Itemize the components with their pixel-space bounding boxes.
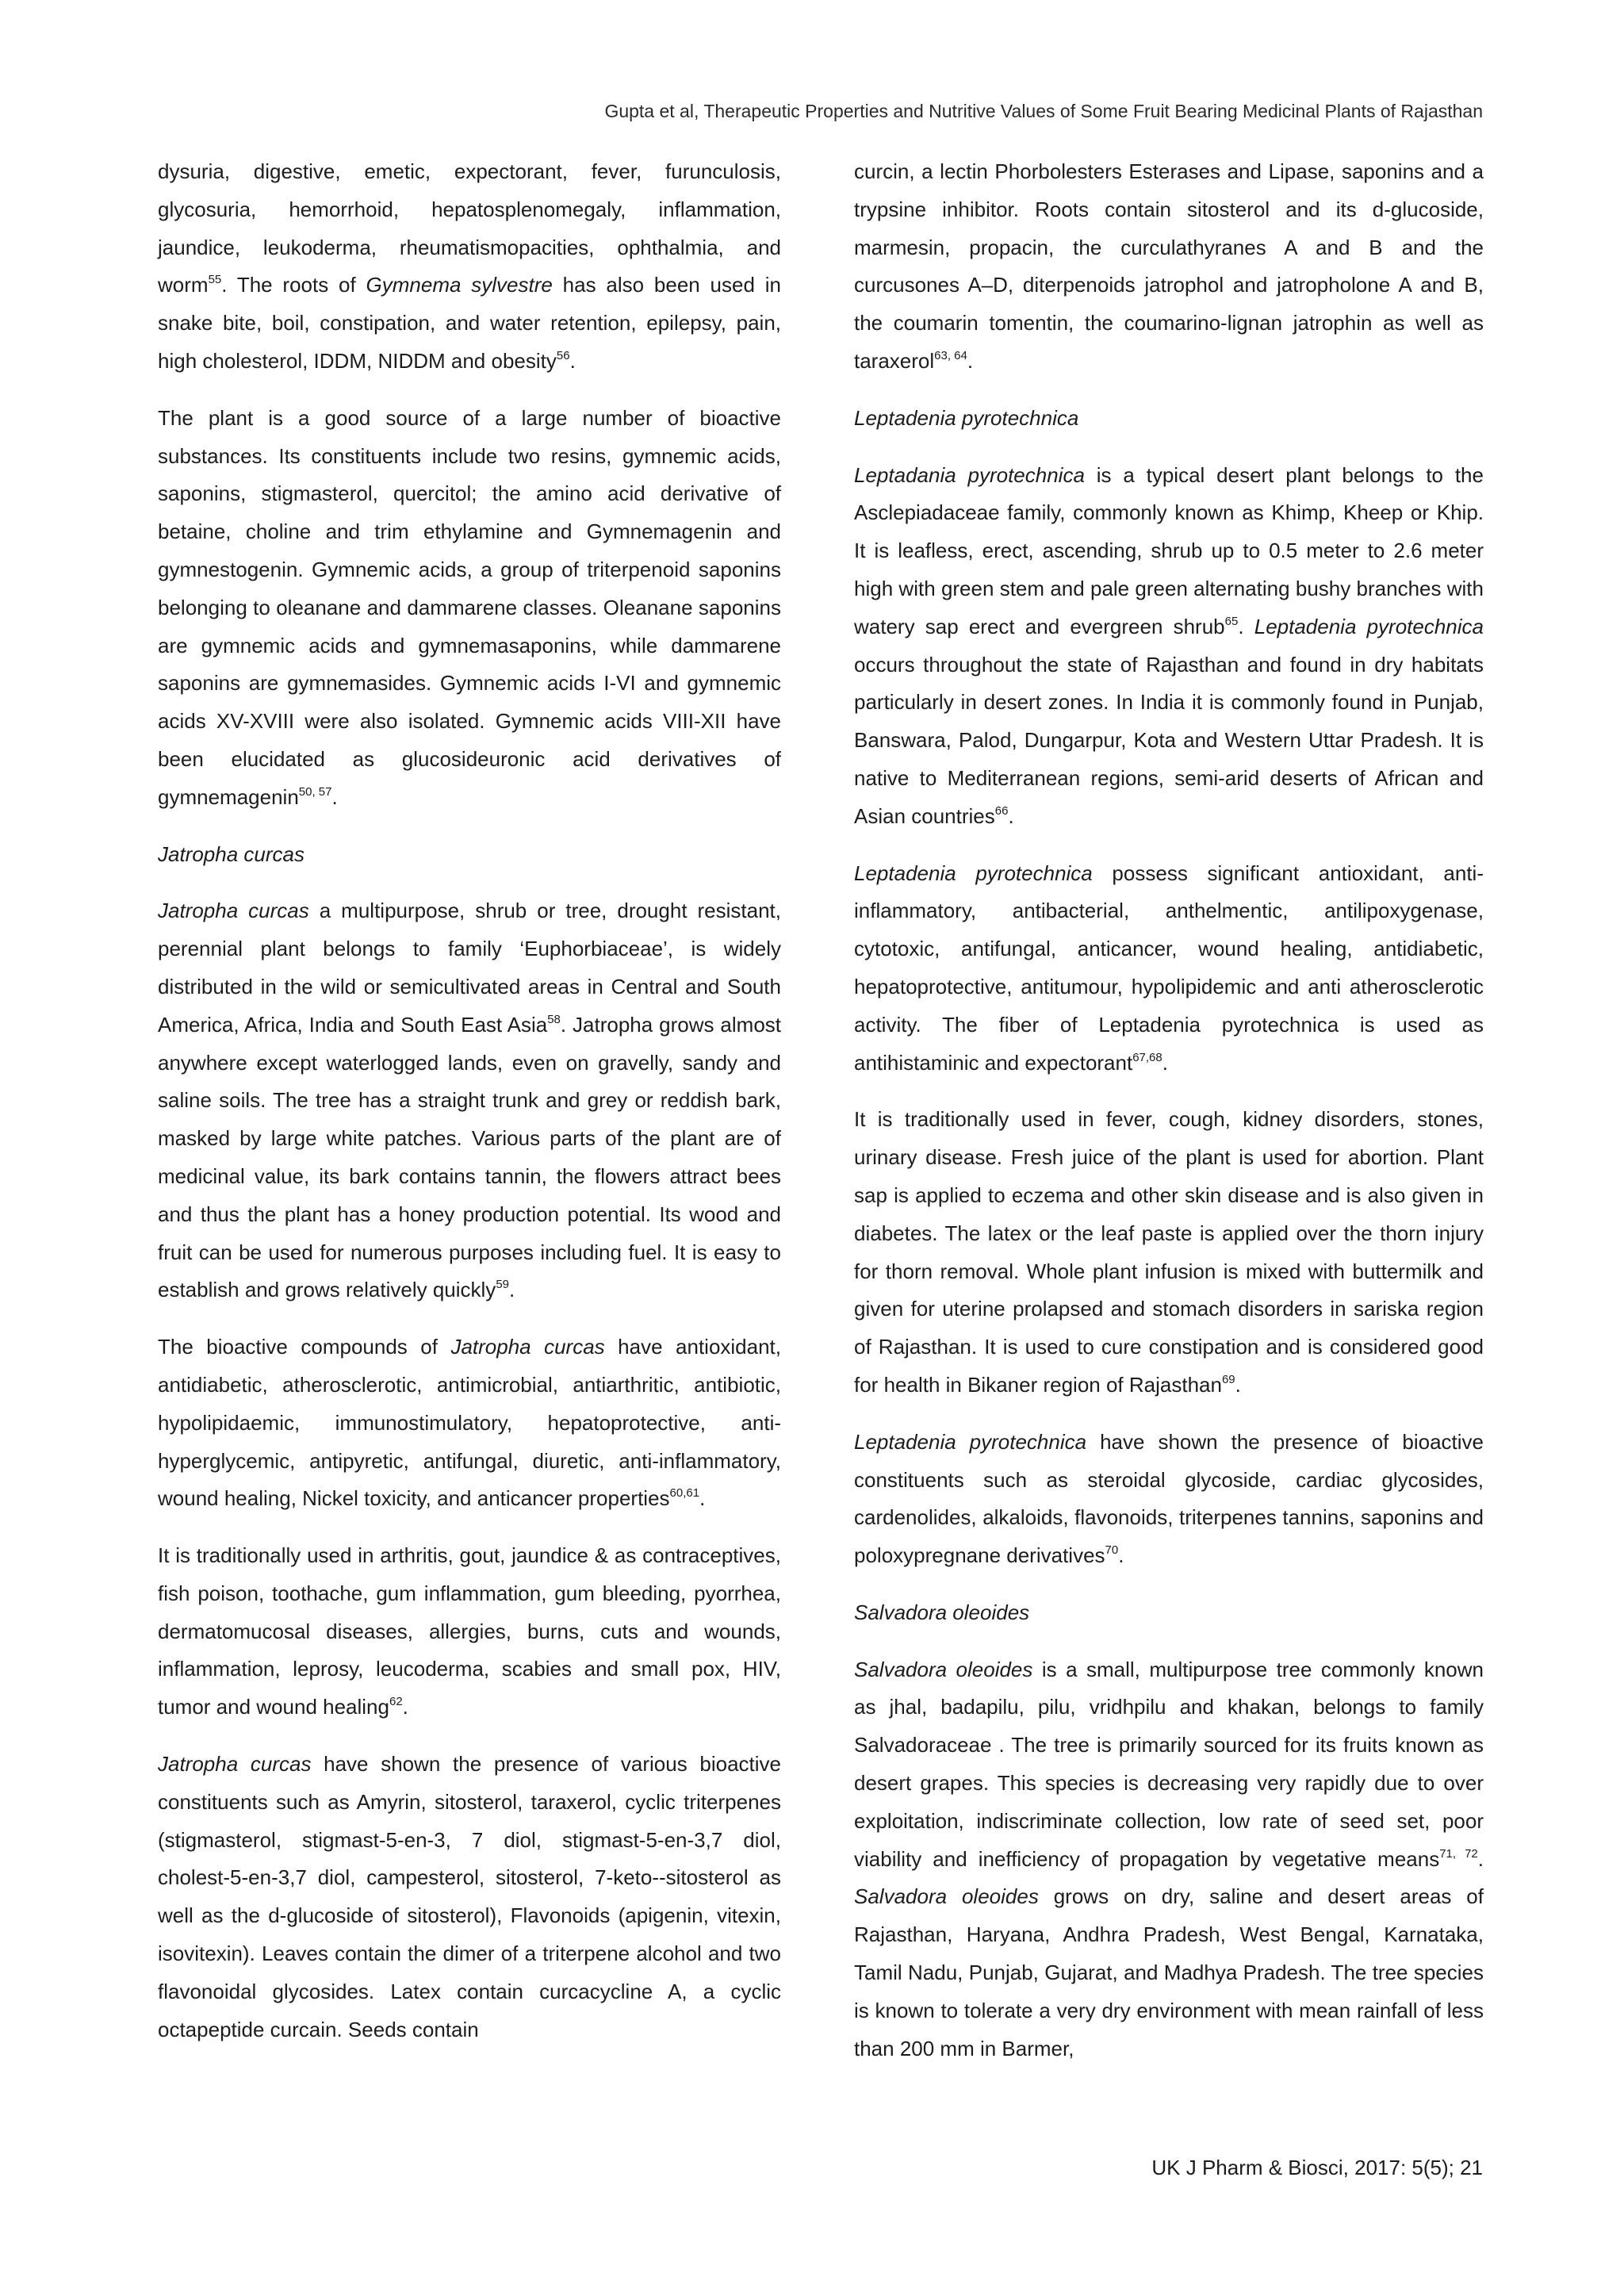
paragraph-leptadenia-activity [854, 855, 1484, 1083]
species-name: Jatropha curcas [158, 899, 309, 923]
text-run: curcin, a lectin Phorbolesters Esterases and Lipase, saponins and a trypsine inhibitor. Roots contain sitosterol and its d-glucoside, marmesin, propacin, the curculathyranes A and B and the curcusones A–D, diterpenoids jatrophol and jatropholone A and B, the coumarin tomentin, the coumarino-lignan jatrophin as well as taraxerol [854, 159, 1484, 373]
citation-ref: 62 [389, 1695, 403, 1709]
text-run: have shown the presence of bioactive constituents such as steroidal glycoside, cardiac glycosides, cardenolides, alkaloids, flavonoids, triterpenes tannins, saponins and poloxypregnane derivatives [854, 1429, 1484, 1568]
text-run: is a typical desert plant belongs to the Asclepiadaceae family, commonly known as Khimp, Kheep or Khip. It is leafless, erect, ascending, shrub up to 0.5 meter to 2.6 meter high with green stem and pale green alternating bushy branches with watery sap erect and evergreen shrub [854, 462, 1484, 638]
citation-ref: 69 [1221, 1372, 1235, 1386]
citation-ref: 50, 57 [298, 784, 332, 799]
text-run: . [1477, 1846, 1484, 1871]
citation-ref: 70 [1105, 1543, 1119, 1558]
species-name: Jatropha curcas [158, 1752, 312, 1777]
species-name: Leptadania pyrotechnica [854, 462, 1085, 487]
text-run: It is traditionally used in arthritis, gout, jaundice & as contraceptives, fish poison, toothache, gum inflammation, gum bleeding, pyorrhea, dermatomucosal diseases, allergies, burns, cuts and wounds, inflammation, leprosy, leucoderma, scabies and small pox, HIV, tumor and wound healing [158, 1543, 781, 1719]
paragraph-leptadenia-bioactive [854, 1424, 1484, 1575]
text-run: . [1162, 1050, 1168, 1075]
text-run: The plant is a good source of a large number of bioactive substances. Its constituents include two resins, gymnemic acids, saponins, stigmasterol, quercitol; the amino acid derivative of betaine, choline and trim ethylamine and Gymnemagenin and gymnestogenin. Gymnemic acids, a group of triterpenoid saponins belonging to oleanane and dammarene classes. Oleanane saponins are gymnemic acids and gymnemasaponins, while dammarene saponins are gymnemasides. Gymnemic acids I-VI and gymnemic acids XV-XVIII were also isolated. Gymnemic acids VIII-XII have been elucidated as glucosideuronic acid derivatives of gymnemagenin [158, 405, 781, 809]
paragraph-gymnema-constituents [158, 400, 781, 817]
section-heading-salvadora: Salvadora oleoides [854, 1600, 1030, 1624]
species-name: Jatropha curcas [450, 1335, 605, 1359]
citation-ref: 66 [994, 803, 1009, 818]
paragraph-jatropha-constituents [158, 1746, 781, 2049]
left-column [158, 153, 781, 2068]
paragraph-jatropha-constituents-cont [854, 153, 1484, 381]
citation-ref: 67,68 [1132, 1050, 1162, 1064]
paragraph-jatropha-bioactive [158, 1328, 781, 1518]
text-run: . The roots of [221, 273, 366, 297]
text-run: occurs throughout the state of Rajasthan and found in dry habitats particularly in desert zones. In India it is commonly found in Punjab, Banswara, Palod, Dungarpur, Kota and Western Uttar Pradesh. It is native to Mediterranean regions, semi-arid deserts of African and Asian countries [854, 652, 1484, 828]
text-run: . [569, 348, 576, 373]
citation-ref: 63, 64 [934, 348, 967, 362]
text-run: . [509, 1278, 515, 1302]
text-run: . Jatropha grows almost anywhere except waterlogged lands, even on gravelly, sandy and saline soils. The tree has a straight trunk and grey or reddish bark, masked by large white patches. Various parts of the plant are of medicinal value, its bark contains tannin, the flowers attract bees and thus the plant has a honey production potential. Its wood and fruit can be used for numerous purposes including fuel. It is easy to establish and grows relatively quickly [158, 1012, 781, 1302]
paragraph-gymnema-uses [158, 153, 781, 381]
section-heading-leptadenia: Leptadenia pyrotechnica [854, 405, 1079, 430]
text-run: . [1238, 614, 1254, 638]
page-footer-citation: UK J Pharm & Biosci, 2017: 5(5); 21 [1151, 2156, 1483, 2179]
text-run: . [699, 1486, 706, 1511]
text-run: possess significant antioxidant, anti-inflammatory, antibacterial, anthelmentic, antilipoxygenase, cytotoxic, antifungal, anticancer, wound healing, antidiabetic, hepatoprotective, antitumour, hypolipidemic and anti atherosclerotic activity. The fiber of Leptadenia pyrotechnica is used as antihistaminic and expectorant [854, 861, 1484, 1075]
text-run: . [1118, 1543, 1124, 1568]
paragraph-jatropha-traditional [158, 1537, 781, 1727]
species-name: Salvadora oleoides [854, 1657, 1033, 1681]
text-run: dysuria, digestive, emetic, expectorant, fever, furunculosis, glycosuria, hemorrhoid, hepatosplenomegaly, inflammation, jaundice, leukoderma, rheumatismopacities, ophthalmia, and worm [158, 159, 781, 297]
text-run: grows on dry, saline and desert areas of Rajasthan, Haryana, Andhra Pradesh, West Bengal, Karnataka, Tamil Nadu, Punjab, Gujarat, and Madhya Pradesh. The tree species is known to tolerate a very dry environment with mean rainfall of less than 200 mm in Barmer, [854, 1884, 1484, 2060]
citation-ref: 58 [547, 1012, 561, 1026]
species-name: Salvadora oleoides [854, 1884, 1039, 1909]
paragraph-salvadora-description [854, 1651, 1484, 2068]
text-run: a multipurpose, shrub or tree, drought resistant, perennial plant belongs to family ‘Euphorbiaceae’, is widely distributed in the wild or semicultivated areas in Central and South America, Africa, India and South East Asia [158, 899, 782, 1037]
section-heading-jatropha: Jatropha curcas [158, 841, 304, 866]
citation-ref: 55 [208, 273, 222, 287]
citation-ref: 59 [496, 1278, 509, 1292]
citation-ref: 71, 72 [1439, 1846, 1478, 1861]
text-run: have shown the presence of various bioactive constituents such as Amyrin, sitosterol, taraxerol, cyclic triterpenes (stigmasterol, stigmast-5-en-3, 7 diol, stigmast-5-en-3,7 diol, cholest-5-en-3,7 diol, campesterol, sitosterol, 7-keto--sitosterol as well as the d-glucoside of sitosterol), Flavonoids (apigenin, vitexin, isovitexin). Leaves contain the dimer of a triterpene alcohol and two flavonoidal glycosides. Latex contain curcacycline A, a cyclic octapeptide curcain. Seeds contain [158, 1752, 781, 2041]
species-name: Leptadenia pyrotechnica [1254, 614, 1484, 638]
text-run: . [402, 1695, 408, 1719]
text-run: . [1008, 803, 1014, 828]
citation-ref: 65 [1224, 614, 1239, 628]
text-run: . [331, 784, 338, 809]
text-run: is a small, multipurpose tree commonly known as jhal, badapilu, pilu, vridhpilu and khakan, belongs to family Salvadoraceae . The tree is primarily sourced for its fruits known as desert grapes. This species is decreasing very rapidly due to over exploitation, indiscriminate collection, low rate of seed set, poor viability and inefficiency of propagation by vegetative means [854, 1657, 1484, 1871]
paragraph-leptadenia-traditional [854, 1101, 1484, 1404]
species-name: Leptadenia pyrotechnica [854, 1429, 1087, 1454]
text-run: have antioxidant, antidiabetic, atherosclerotic, antimicrobial, antiarthritic, antibiotic, hypolipidaemic, immunostimulatory, hepatoprotective, anti-hyperglycemic, antipyretic, antifungal, diuretic, anti-inflammatory, wound healing, Nickel toxicity, and anticancer properties [158, 1335, 782, 1511]
paragraph-jatropha-description [158, 892, 781, 1309]
citation-ref: 56 [556, 348, 570, 362]
paragraph-leptadenia-description [854, 457, 1484, 836]
running-head: Gupta et al, Therapeutic Properties and Nutritive Values of Some Fruit Bearing Medicinal Plants of Rajasthan [604, 101, 1483, 121]
right-column [854, 153, 1484, 2087]
text-run: . [1235, 1372, 1241, 1397]
species-name: Leptadenia pyrotechnica [854, 861, 1093, 885]
citation-ref: 60,61 [669, 1486, 700, 1501]
text-run: The bioactive compounds of [158, 1335, 451, 1359]
text-run: . [967, 348, 974, 373]
text-run: It is traditionally used in fever, cough, kidney disorders, stones, urinary disease. Fresh juice of the plant is used for abortion. Plant sap is applied to eczema and other skin disease and is also given in diabetes. The latex or the leaf paste is applied over the thorn injury for thorn removal. Whole plant infusion is mixed with buttermilk and given for uterine prolapsed and stomach disorders in sariska region of Rajasthan. It is used to cure constipation and is considered good for health in Bikaner region of Rajasthan [854, 1107, 1484, 1397]
text-run: has also been used in snake bite, boil, constipation, and water retention, epilepsy, pain, high cholesterol, IDDM, NIDDM and obesity [158, 273, 781, 373]
species-name: Gymnema sylvestre [366, 273, 553, 297]
